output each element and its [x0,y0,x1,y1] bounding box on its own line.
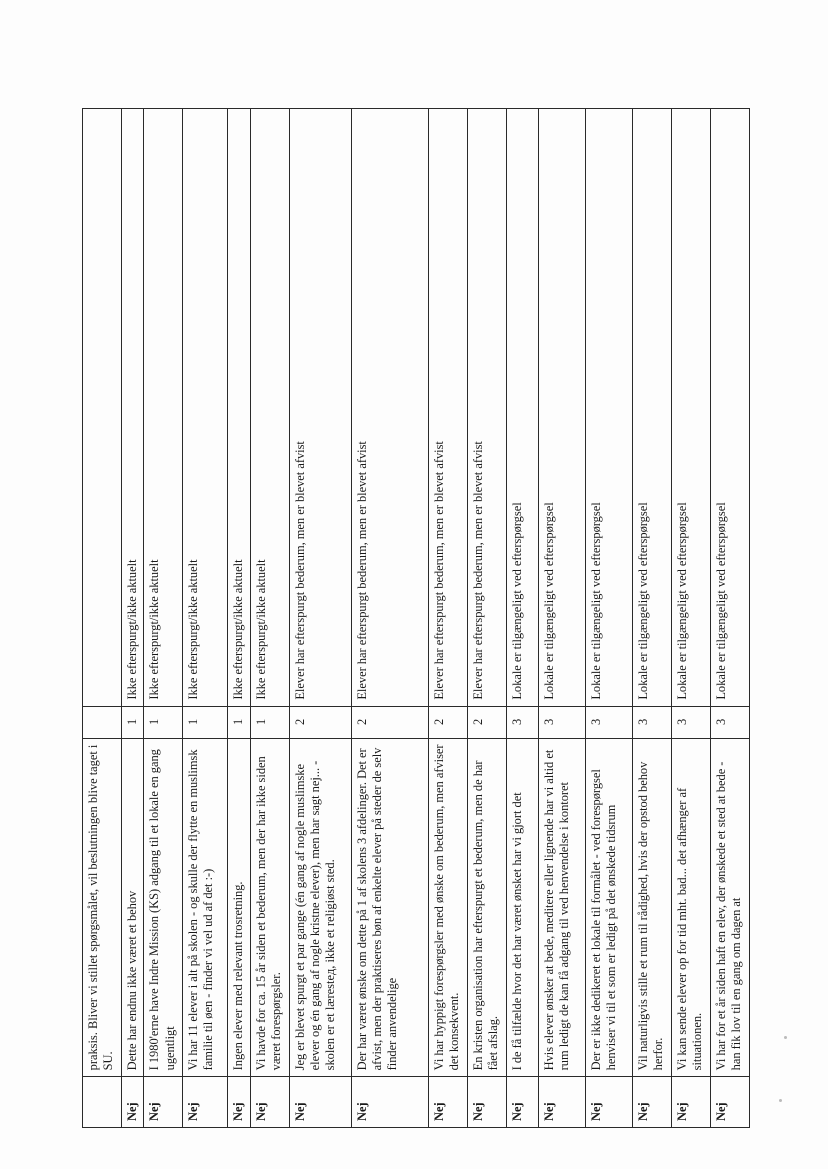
comment-text: I de få tilfælde hvor det har været ønsket har vi gjort det [509,792,524,1071]
level-text: 1 [253,718,268,725]
answer-text: Nej [636,1102,651,1121]
table-row [468,109,507,1128]
comment-text: I 1980'erne have Indre Mission (KS) adgang til et lokale en gang ugentligt [147,749,177,1071]
answer-text: Nej [675,1102,690,1121]
answer-cell [586,1077,633,1128]
comment-text: Vi havde for ca. 15 år siden et bederum, men der har ikke siden været forespørgsler. [253,756,284,1071]
comment-text: Vi har hyppigt forespørgsler med ønske om bederum, men afviser det konsekvent. [432,744,462,1071]
level-cell [83,706,122,738]
answer-text: Nej [354,1102,369,1121]
answer-text: Nej [147,1102,162,1121]
level-text: 3 [509,718,524,725]
answer-text: Nej [231,1102,246,1121]
table-row [83,109,122,1128]
comment-text: Jeg er blevet spurgt et par gange (én gang af nogle muslimske elever og én gang af nogle kristne elever), men har sagt nej... - skolen er et læresteд, ikke et religiøst sted. [292,760,338,1071]
comment-text: Vi kan sende elever op for tid mht. bad... det afhænger af situationen. [675,787,705,1071]
category-cell [250,109,289,707]
category-cell [633,109,672,707]
category-cell [711,109,750,707]
comment-cell [228,739,251,1077]
level-cell [289,706,351,738]
category-text: Ikke efterspurgt/ikke aktuelt [186,559,201,700]
category-cell [506,109,538,707]
comment-cell [468,739,507,1077]
category-text: Ikke efterspurgt/ikke aktuelt [253,559,268,700]
comment-text: Vi har 11 elever i alt på skolen - og skulle der flytte en muslimsk familie til øen - finder vi vel ud af det :-) [186,749,216,1071]
table-row [351,109,428,1128]
comment-cell [250,739,289,1077]
answer-cell [183,1077,228,1128]
table-row [672,109,711,1128]
answer-cell [250,1077,289,1128]
level-text: 3 [542,718,556,725]
comment-cell [506,739,538,1077]
answer-cell [711,1077,750,1128]
comment-cell [144,739,183,1077]
answer-cell [672,1077,711,1128]
scan-speck [779,1099,782,1102]
answer-cell [351,1077,428,1128]
table-row [586,109,633,1128]
category-text: Elever har efterspurgt bederum, men er blevet afvist [354,441,369,700]
table-row [289,109,351,1128]
category-cell [144,109,183,707]
answer-text: Nej [124,1102,139,1121]
level-text: 3 [675,718,690,725]
level-cell [586,706,633,738]
comment-cell [289,739,351,1077]
comment-cell [539,739,586,1077]
level-text: 1 [186,718,201,725]
answer-cell [121,1077,144,1128]
answer-text: Nej [714,1102,728,1121]
category-text: Lokale er tilgængeligt ved efterspørgsel [714,502,728,700]
comment-cell [633,739,672,1077]
category-cell [586,109,633,707]
category-text: Lokale er tilgængeligt ved efterspørgsel [675,502,690,700]
level-text: 2 [292,718,307,725]
level-cell [183,706,228,738]
level-cell [506,706,538,738]
table-row [711,109,750,1128]
table-row [144,109,183,1128]
level-text: 1 [124,718,139,725]
level-cell [144,706,183,738]
comment-text: Vi har for et år siden haft en elev, der ønskede et sted at bede - han fik lov til en gang om dagen at [714,761,744,1071]
answer-text: Nej [542,1102,556,1121]
comment-text: Hvis elever ønsker at bede, meditere eller lignende har vi altid et rum ledigt de kan få adgang til ved henvendelse i kontoret [542,749,572,1071]
category-cell [468,109,507,707]
level-text: 3 [636,718,651,725]
comment-text: Der har været ønske om dette på 1 af skolens 3 afdelinger. Det er afvist, men der praktiseres bøn af enkelte elever på steder de selv finder anvendelige [354,747,400,1071]
category-text: Lokale er tilgængeligt ved efterspørgsel [542,502,556,700]
table-row [506,109,538,1128]
table-row [121,109,144,1128]
level-text: 1 [147,718,162,725]
answer-text: Nej [253,1102,268,1121]
level-cell [468,706,507,738]
level-cell [351,706,428,738]
answer-text: Nej [509,1102,524,1121]
table-row [250,109,289,1128]
survey-table [82,108,750,1128]
category-text: Ikke efterspurgt/ikke aktuelt [231,559,246,700]
category-cell [228,109,251,707]
comment-cell [183,739,228,1077]
answer-cell [83,1077,122,1128]
comment-text: Dette har endnu ikke været et behov [124,890,139,1071]
comment-cell [83,739,122,1077]
comment-text: Ingen elever med relevant trosretning. [231,881,246,1071]
category-text: Lokale er tilgængeligt ved efterspørgsel [509,502,524,700]
comment-text: En kristen organisation har efterspurgt et bederum, men de har fået afslag. [471,760,501,1071]
rotated-table-frame [82,108,750,1128]
answer-cell [468,1077,507,1128]
category-cell [351,109,428,707]
level-text: 3 [714,718,728,725]
answer-cell [506,1077,538,1128]
table-row [228,109,251,1128]
level-cell [121,706,144,738]
level-cell [633,706,672,738]
category-cell [429,109,468,707]
level-text: 2 [354,718,369,725]
answer-cell [228,1077,251,1128]
comment-cell [121,739,144,1077]
answer-text: Nej [186,1102,201,1121]
table-row [633,109,672,1128]
category-text: Ikke efterspurgt/ikke aktuelt [147,559,162,700]
table-row [539,109,586,1128]
category-cell [289,109,351,707]
category-text: Lokale er tilgængeligt ved efterspørgsel [636,502,651,700]
level-cell [250,706,289,738]
level-cell [539,706,586,738]
level-cell [672,706,711,738]
survey-table-body [83,109,750,1128]
level-text: 1 [231,718,246,725]
category-cell [539,109,586,707]
category-cell [121,109,144,707]
category-cell [672,109,711,707]
comment-cell [672,739,711,1077]
level-cell [711,706,750,738]
scan-speck [784,1036,787,1039]
comment-cell [711,739,750,1077]
comment-text: Der er ikke dedikeret et lokale til formålet - ved forespørgsel henviser vi til et som er ledigt på det ønskede tidsrum [589,769,619,1071]
comment-cell [586,739,633,1077]
table-row [183,109,228,1128]
category-text: Elever har efterspurgt bederum, men er blevet afvist [432,441,447,700]
comment-text: praksis. Bliver vi stillet spørgsmålet, vil beslutningen blive taget i SU. [86,744,116,1071]
level-text: 2 [471,718,485,725]
category-text: Elever har efterspurgt bederum, men er blevet afvist [292,441,307,700]
comment-text: Vil naturligvis stille et rum til rådighed, hvis der opstod behov herfor. [636,761,666,1071]
answer-cell [633,1077,672,1128]
level-cell [429,706,468,738]
answer-text: Nej [589,1102,604,1121]
answer-cell [144,1077,183,1128]
answer-text: Nej [471,1102,485,1121]
comment-cell [351,739,428,1077]
category-cell [183,109,228,707]
category-cell [83,109,122,707]
table-row [429,109,468,1128]
answer-cell [539,1077,586,1128]
comment-cell [429,739,468,1077]
level-cell [228,706,251,738]
level-text: 3 [589,718,604,725]
answer-cell [429,1077,468,1128]
answer-cell [289,1077,351,1128]
category-text: Ikke efterspurgt/ikke aktuelt [124,559,139,700]
answer-text: Nej [292,1102,307,1121]
category-text: Lokale er tilgængeligt ved efterspørgsel [589,502,604,700]
level-text: 2 [432,718,447,725]
category-text: Elever har efterspurgt bederum, men er blevet afvist [471,441,485,700]
answer-text: Nej [432,1102,447,1121]
